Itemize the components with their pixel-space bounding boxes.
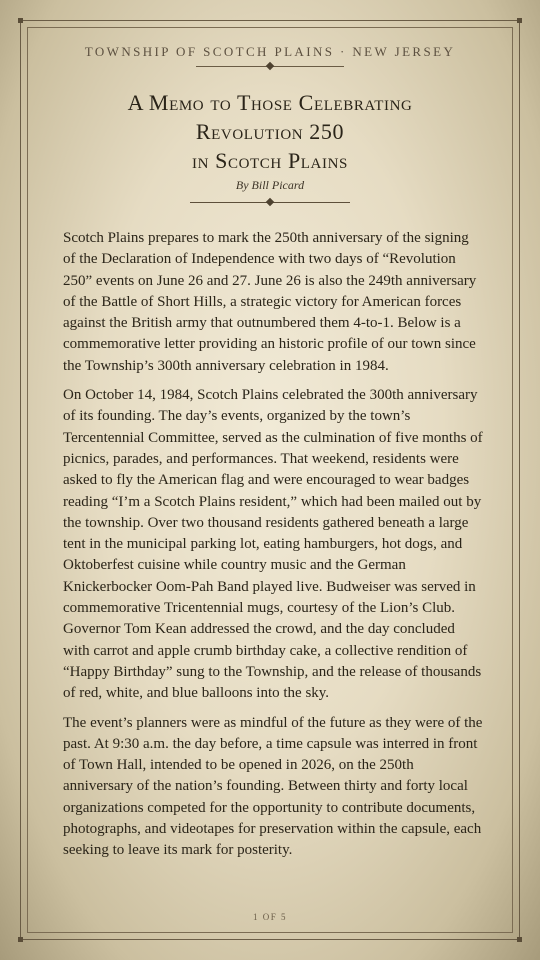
body-paragraph: On October 14, 1984, Scotch Plains celebrated the 300th anniversary of its founding. The day’s events, organized by the town’s Tercentennial Committee, served as the culmination of five months of picnics, parades, and performances. That weekend, residents were asked to fly the American flag and were encouraged to wear badges reading “I’m a Scotch Plains resident,” which had been mailed out by the township. Over two thousand residents gathered beneath a large tent in the municipal parking lot, eating hamburgers, hot dogs, and Oktoberfest cuisine while country music and the German Knickerbocker Oom-Pah Band played live. Budweiser was served in commemorative Tricentennial mugs, courtesy of the Lion’s Club. Governor Tom Kean addressed the crowd, and the day concluded with carrot and apple crumb birthday cake, a collective rendition of “Happy Birthday” sung to the Township, and the release of thousands of red, white, and blue balloons into the sky. (63, 387, 483, 702)
corner-ornament (18, 937, 23, 942)
page-indicator: 1 OF 5 (252, 912, 287, 922)
title-line: A Memo to Those Celebrating (127, 90, 413, 115)
title-line: in Scotch Plains (192, 148, 348, 173)
body-paragraph: Scotch Plains prepares to mark the 250th anniversary of the signing of the Declaration of Independence with two days of “Revolution 250” events on June 26 and 27. June 26 is also the 249th anniversary of the Battle of Short Hills, a strategic victory for American forces against the British army that outnumbered them 4-to-1. Below is a commemorative letter providing an historic profile of our town since the Township’s 300th anniversary celebration in 1984. (63, 230, 477, 374)
author-byline: By Bill Picard (235, 178, 305, 192)
corner-ornament (517, 937, 522, 942)
memo-body (63, 228, 483, 870)
township-header: TOWNSHIP OF SCOTCH PLAINS · NEW JERSEY (84, 44, 456, 59)
corner-ornament (517, 18, 522, 23)
corner-ornament (18, 18, 23, 23)
memo-title (40, 88, 500, 175)
title-line: Revolution 250 (195, 119, 345, 144)
body-paragraph: The event’s planners were as mindful of the future as they were of the past. At 9:30 a.m. the day before, a time capsule was interred in front of Town Hall, intended to be opened in 2026, on the 250th anniversary of the nation’s founding. Between thirty and forty local organizations competed for the opportunity to contribute documents, photographs, and videotapes for preservation within the capsule, each seeking to leave its mark for posterity. (63, 714, 483, 859)
